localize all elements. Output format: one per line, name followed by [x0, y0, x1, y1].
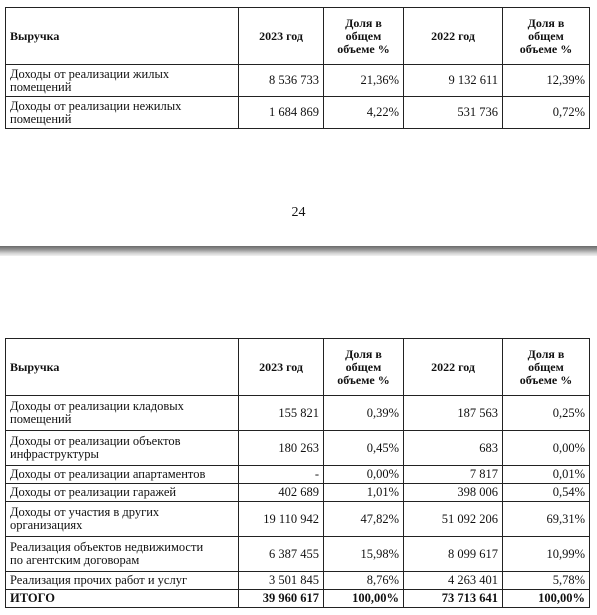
cell-value-2023: 1 684 869: [239, 97, 324, 129]
cell-value-2022: 7 817: [404, 466, 503, 484]
total-share-2023: 100,00%: [324, 590, 404, 608]
cell-share-2022: 12,39%: [503, 65, 590, 97]
row-label-line: Доходы от реализации апартаментов: [10, 467, 206, 481]
cell-value-2023: -: [239, 466, 324, 484]
cell-value-2023: 155 821: [239, 396, 324, 431]
revenue-table-bottom: [5, 338, 590, 608]
row-label-line: помещений: [10, 79, 72, 94]
cell-share-2023: 21,36%: [324, 65, 404, 97]
table-total-row: [6, 590, 590, 608]
row-label: [6, 537, 239, 572]
cell-value-2023: 6 387 455: [239, 537, 324, 572]
header-year-2023: 2023 год: [239, 339, 324, 396]
cell-value-2023: 3 501 845: [239, 572, 324, 590]
cell-share-2022: 0,01%: [503, 466, 590, 484]
cell-share-2022: 0,54%: [503, 484, 590, 502]
table-row: [6, 65, 590, 97]
header-share-line: общем: [345, 28, 382, 43]
table-row: [6, 97, 590, 129]
table-row: [6, 484, 590, 502]
cell-value-2022: 51 092 206: [404, 502, 503, 537]
header-share-line: объеме %: [519, 372, 573, 387]
cell-value-2022: 531 736: [404, 97, 503, 129]
header-share-line: Доля в: [527, 15, 565, 30]
row-label: [6, 65, 239, 97]
row-label-line: по агентским договорам: [10, 553, 140, 567]
header-share-line: объеме %: [337, 372, 390, 387]
row-label-line: Доходы от реализации жилых: [10, 66, 170, 81]
row-label-line: Реализация объектов недвижимости: [10, 540, 204, 554]
revenue-table-top: [5, 7, 590, 129]
row-label-line: инфраструктуры: [10, 447, 99, 461]
row-label-line: Реализация прочих работ и услуг: [10, 573, 188, 587]
table-top-body: [6, 8, 590, 129]
cell-share-2022: 0,72%: [503, 97, 590, 129]
header-share-2023: [324, 8, 404, 65]
table-header-row: [6, 339, 590, 396]
page-top-fragment: [0, 0, 597, 246]
header-revenue: Выручка: [6, 8, 239, 65]
row-label: [6, 431, 239, 466]
cell-share-2023: 4,22%: [324, 97, 404, 129]
header-share-2022: [503, 8, 590, 65]
row-label: [6, 484, 239, 502]
header-share-line: Доля в: [527, 346, 565, 361]
header-year-2022: 2022 год: [404, 8, 503, 65]
header-share-2023: [324, 339, 404, 396]
table-row: [6, 431, 590, 466]
row-label-line: помещений: [10, 412, 72, 426]
cell-value-2022: 398 006: [404, 484, 503, 502]
header-share-line: общем: [345, 359, 382, 374]
cell-share-2023: 47,82%: [324, 502, 404, 537]
table-bottom-body: [6, 339, 590, 608]
total-value-2022: 73 713 641: [404, 590, 503, 608]
cell-share-2022: 5,78%: [503, 572, 590, 590]
cell-share-2022: 0,00%: [503, 431, 590, 466]
header-share-line: объеме %: [337, 41, 390, 56]
header-revenue: Выручка: [6, 339, 239, 396]
header-year-2023: 2023 год: [239, 8, 324, 65]
row-label-line: помещений: [10, 111, 72, 126]
row-label-line: Доходы от реализации гаражей: [10, 485, 177, 499]
cell-value-2022: 9 132 611: [404, 65, 503, 97]
cell-value-2023: 180 263: [239, 431, 324, 466]
cell-value-2023: 8 536 733: [239, 65, 324, 97]
row-label-line: Доходы от участия в других: [10, 505, 160, 519]
header-year-2022: 2022 год: [404, 339, 503, 396]
table-row: [6, 502, 590, 537]
cell-share-2023: 1,01%: [324, 484, 404, 502]
cell-value-2022: 4 263 401: [404, 572, 503, 590]
cell-share-2023: 8,76%: [324, 572, 404, 590]
header-share-line: Доля в: [345, 346, 382, 361]
cell-value-2022: 187 563: [404, 396, 503, 431]
page-bottom-fragment: [0, 256, 597, 615]
cell-value-2023: 402 689: [239, 484, 324, 502]
row-label-line: организациях: [10, 518, 83, 532]
table-row: [6, 572, 590, 590]
page-separator: [0, 246, 597, 256]
row-label-line: Доходы от реализации объектов: [10, 434, 181, 448]
total-value-2023: 39 960 617: [239, 590, 324, 608]
cell-share-2023: 0,39%: [324, 396, 404, 431]
row-label-line: Доходы от реализации нежилых: [10, 98, 182, 113]
header-share-line: Доля в: [345, 15, 382, 30]
row-label: [6, 396, 239, 431]
cell-share-2022: 69,31%: [503, 502, 590, 537]
cell-share-2022: 10,99%: [503, 537, 590, 572]
header-share-2022: [503, 339, 590, 396]
cell-share-2022: 0,25%: [503, 396, 590, 431]
cell-share-2023: 0,45%: [324, 431, 404, 466]
cell-share-2023: 0,00%: [324, 466, 404, 484]
row-label-line: Доходы от реализации кладовых: [10, 399, 184, 413]
row-label: [6, 97, 239, 129]
table-row: [6, 466, 590, 484]
cell-value-2022: 8 099 617: [404, 537, 503, 572]
header-share-line: общем: [528, 28, 564, 43]
row-label: [6, 572, 239, 590]
cell-value-2023: 19 110 942: [239, 502, 324, 537]
total-label: ИТОГО: [6, 590, 239, 608]
header-share-line: общем: [528, 359, 564, 374]
header-share-line: объеме %: [519, 41, 573, 56]
cell-share-2023: 15,98%: [324, 537, 404, 572]
page-number: 24: [291, 205, 306, 220]
table-row: [6, 537, 590, 572]
row-label: [6, 502, 239, 537]
table-header-row: [6, 8, 590, 65]
row-label: [6, 466, 239, 484]
table-row: [6, 396, 590, 431]
total-share-2022: 100,00%: [503, 590, 590, 608]
cell-value-2022: 683: [404, 431, 503, 466]
